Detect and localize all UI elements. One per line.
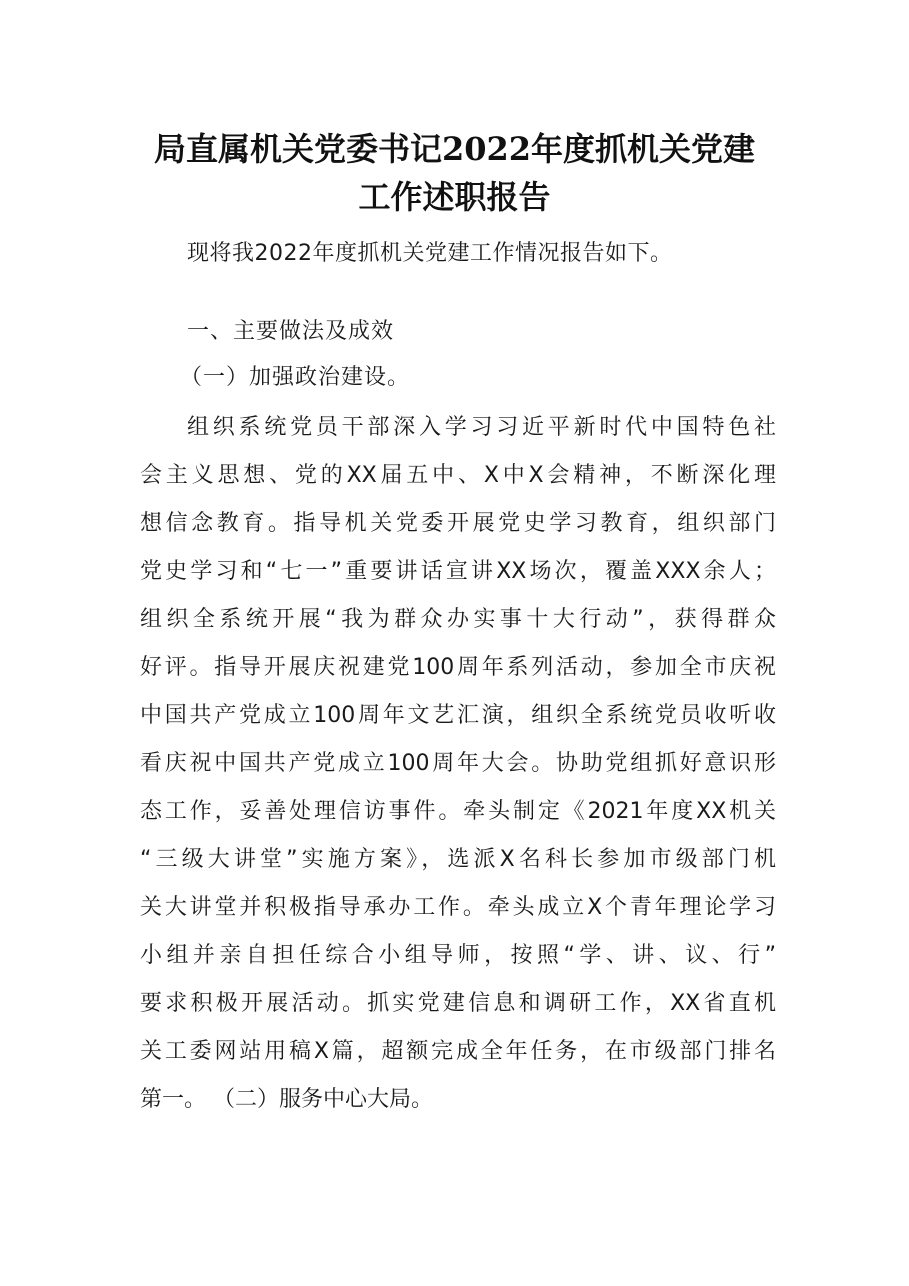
section-heading: 一、主要做法及成效	[187, 319, 395, 344]
body-line: 会主义思想、党的XX届五中、X中X会精神，不断深化理	[140, 463, 776, 488]
document-title-line-1: 局直属机关党委书记2022年度抓机关党建	[153, 130, 756, 168]
body-line: 中国共产党成立100周年文艺汇演，组织全系统党员收听收	[140, 703, 776, 728]
body-line: 小组并亲自担任综合小组导师，按照“学、讲、议、行”	[140, 943, 776, 968]
subsection-heading: （一）加强政治建设。	[180, 365, 411, 390]
body-line: 第一。 （二）服务中心大局。	[140, 1087, 433, 1112]
body-line: 组织系统党员干部深入学习习近平新时代中国特色社	[187, 415, 776, 440]
body-line: 看庆祝中国共产党成立100周年大会。协助党组抓好意识形	[140, 751, 776, 776]
body-line: 想信念教育。指导机关党委开展党史学习教育，组织部门	[140, 511, 776, 536]
document-title-line-2: 工作述职报告	[358, 178, 551, 216]
body-line: 党史学习和“七一”重要讲话宣讲XX场次，覆盖XXX余人；	[140, 559, 776, 584]
body-line: 关大讲堂并积极指导承办工作。牵头成立X个青年理论学习	[140, 895, 776, 920]
body-line: 组织全系统开展“我为群众办实事十大行动”，获得群众	[140, 607, 776, 632]
body-line: 关工委网站用稿X篇，超额完成全年任务，在市级部门排名	[140, 1039, 776, 1064]
body-line: 态工作，妥善处理信访事件。牵头制定《2021年度XX机关	[140, 799, 776, 824]
body-line: 要求积极开展活动。抓实党建信息和调研工作，XX省直机	[140, 991, 776, 1016]
body-line: 好评。指导开展庆祝建党100周年系列活动，参加全市庆祝	[140, 655, 776, 680]
body-paragraph	[140, 404, 776, 1124]
body-line: “三级大讲堂”实施方案》，选派X名科长参加市级部门机	[140, 847, 776, 872]
intro-paragraph: 现将我2022年度抓机关党建工作情况报告如下。	[187, 241, 673, 266]
